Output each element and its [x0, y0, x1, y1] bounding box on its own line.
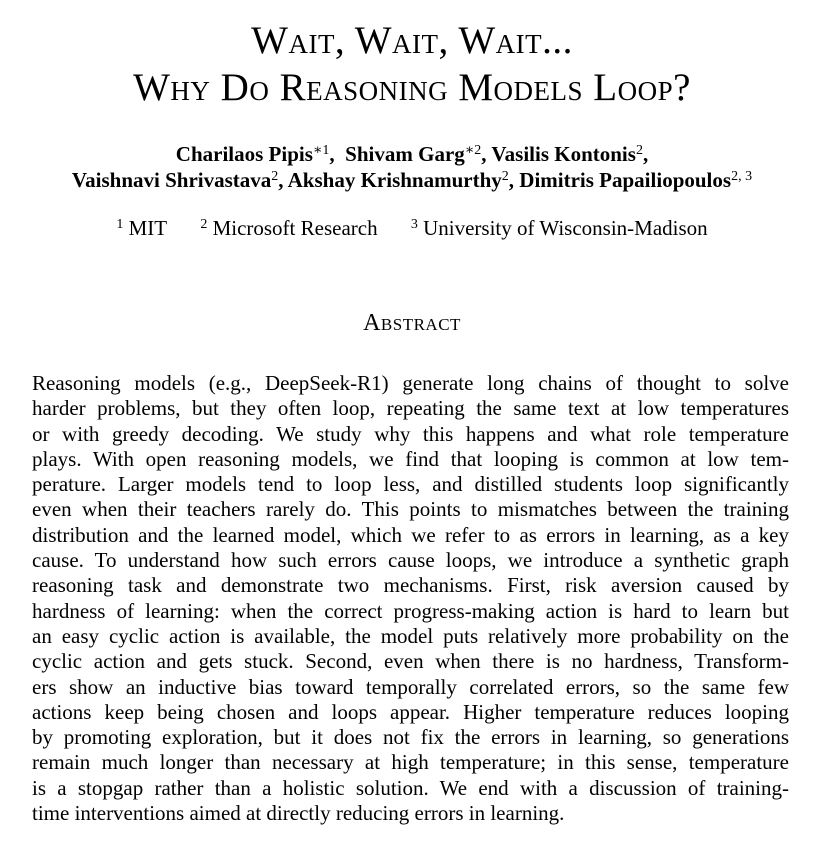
affiliation-name: Microsoft Research	[212, 216, 378, 240]
author-name: Vaishnavi Shrivastava	[71, 168, 272, 192]
abstract-line: cause. To understand how such errors cause loops, we introduce a synthetic graph	[32, 548, 789, 573]
author-line-2: Vaishnavi Shrivastava$^2$, Akshay Krishnamurthy$^2$, Dimitris Papailiopoulos$^{2, 3}$	[71, 168, 753, 192]
author-affiliation-mark: 2	[271, 169, 279, 184]
affiliation-item	[411, 216, 708, 240]
author-affiliation-mark: ∗2	[464, 143, 482, 158]
author-line-1: Charilaos Pipis$^{∗1}$, Shivam Garg$^{∗2}$, Vasilis Kontonis$^2$,	[175, 142, 649, 166]
author-name: Dimitris Papailiopoulos	[519, 168, 732, 192]
affiliation-number: 1	[116, 217, 124, 232]
abstract-heading: Abstract	[363, 310, 461, 336]
affiliations	[0, 215, 824, 241]
affiliation-number: 2	[200, 217, 208, 232]
abstract-line: remain much longer than necessary at high temperature; in this sense, temperature	[32, 750, 789, 775]
paper-title-line-2: Why Do Reasoning Models Loop?	[133, 66, 691, 109]
abstract-line: cyclic action and gets stuck. Second, even when there is no hardness, Transform-	[32, 649, 789, 674]
affiliation-number: 3	[410, 217, 418, 232]
author-name: Akshay Krishnamurthy	[287, 168, 502, 192]
affiliation-name: University of Wisconsin-Madison	[423, 216, 708, 240]
abstract-line: harder problems, but they often loop, repeating the same text at low temperatures	[32, 396, 789, 421]
affiliation-item	[116, 216, 167, 240]
abstract-line: even when their teachers rarely do. This points to mismatches between the training	[32, 497, 789, 522]
abstract-line: by promoting exploration, but it does not fix the errors in learning, so generations	[32, 725, 789, 750]
author-affiliation-mark: 2, 3	[731, 169, 753, 184]
abstract-line: perature. Larger models tend to loop less, and distilled students loop significantly	[32, 472, 789, 497]
abstract-line: an easy cyclic action is available, the model puts relatively more probability on the	[32, 623, 789, 648]
abstract-line: Reasoning models (e.g., DeepSeek-R1) generate long chains of thought to solve	[32, 371, 789, 395]
author-name: Shivam Garg	[345, 142, 465, 166]
abstract-line: reasoning task and demonstrate two mechanisms. First, risk aversion caused by	[32, 573, 789, 598]
author-name: Vasilis Kontonis	[491, 142, 636, 166]
abstract-line: ers show an inductive bias toward temporally correlated errors, so the same few	[32, 674, 789, 699]
abstract-line: or with greedy decoding. We study why this happens and what role temperature	[32, 421, 789, 446]
abstract-line: plays. With open reasoning models, we find that looping is common at low tem-	[32, 446, 789, 471]
author-affiliation-mark: 2	[501, 169, 509, 184]
author-affiliation-mark: 2	[635, 143, 643, 158]
abstract-line: time interventions aimed at directly reducing errors in learning.	[32, 801, 565, 826]
abstract-line: is a stopgap rather than a holistic solution. We end with a discussion of training-	[32, 775, 789, 800]
abstract-body	[32, 371, 789, 826]
author-affiliation-mark: ∗1	[312, 143, 330, 158]
abstract-line: distribution and the learned model, which we refer to as errors in learning, as a key	[32, 522, 789, 547]
abstract-line: hardness of learning: when the correct progress-making action is hard to learn but	[32, 598, 789, 623]
paper-title-line-1: Wait, Wait, Wait...	[251, 19, 573, 62]
affiliation-name: MIT	[128, 216, 168, 240]
abstract-line: actions keep being chosen and loops appear. Higher temperature reduces looping	[32, 699, 789, 724]
author-name: Charilaos Pipis	[175, 142, 313, 166]
affiliation-item	[200, 216, 377, 240]
